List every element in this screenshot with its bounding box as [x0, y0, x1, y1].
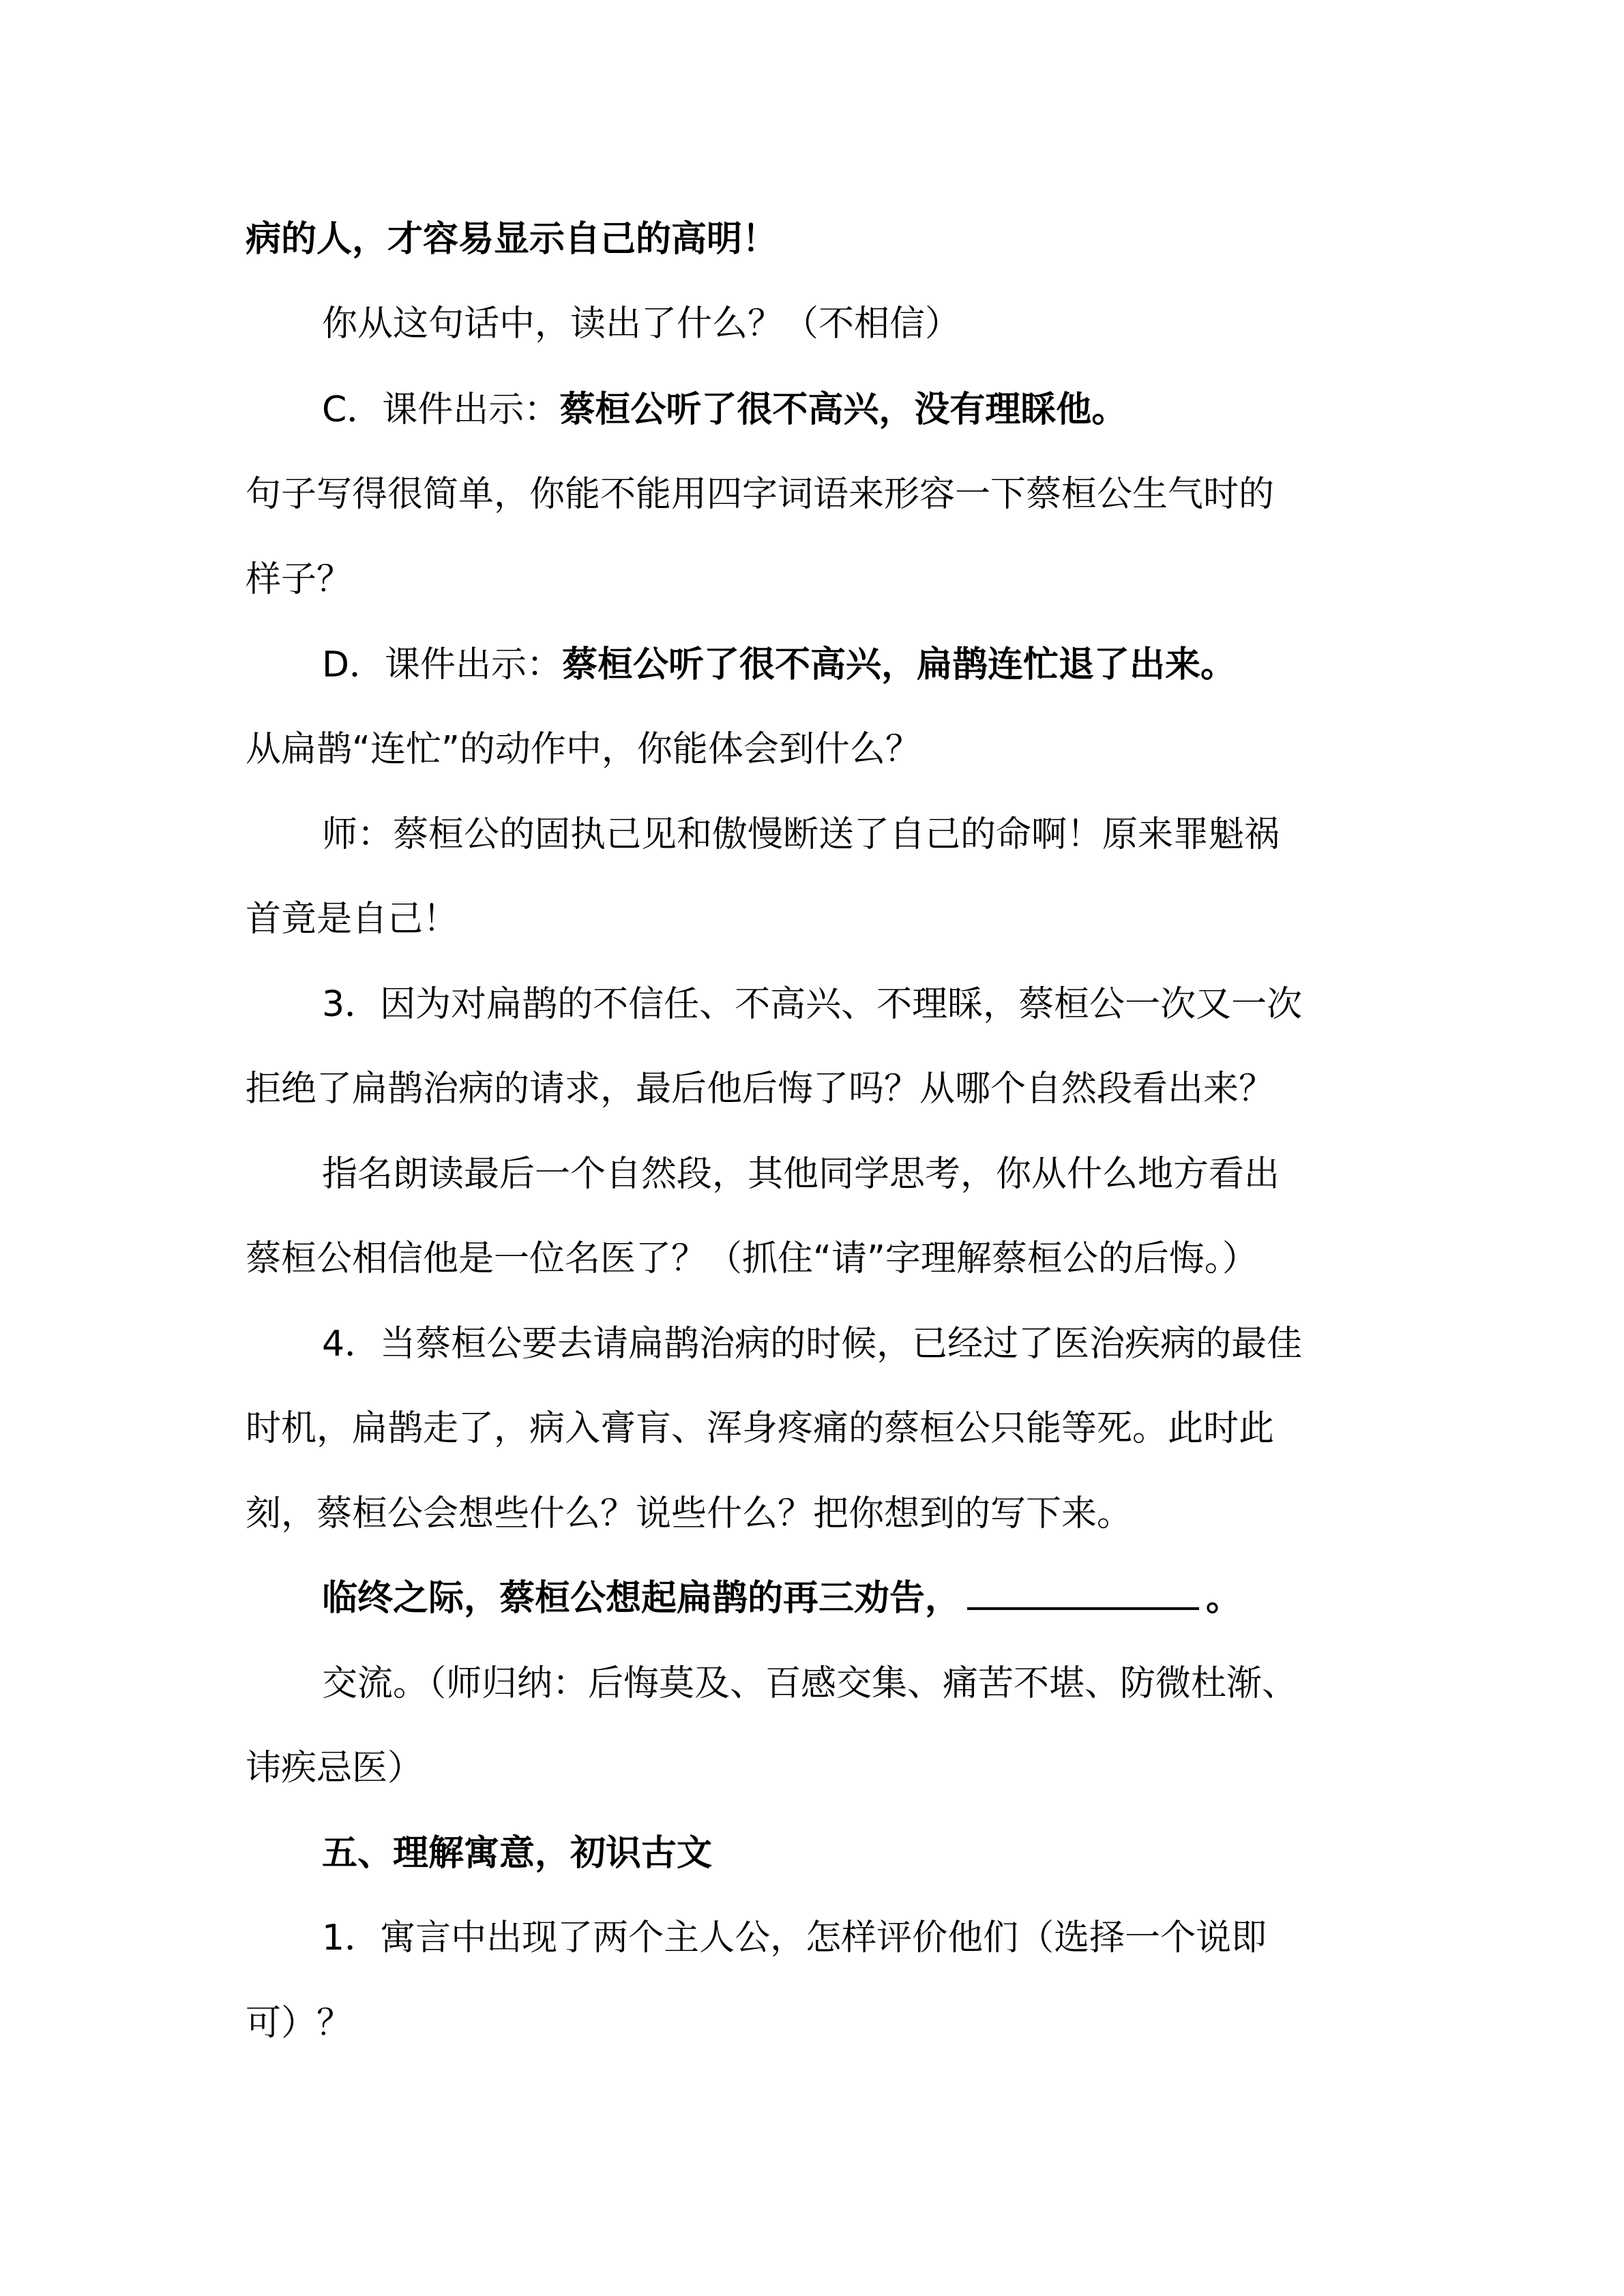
text-line-3 [322, 386, 1127, 434]
text-line-3-bold: 蔡桓公听了很不高兴，没有理睬他。 [559, 389, 1127, 430]
text-line-18: 交流。（师归纳：后悔莫及、百感交集、痛苦不堪、防微杜渐、 [322, 1663, 1298, 1704]
text-line-15: 时机，扁鹊走了，病入膏肓、浑身疼痛的蔡桓公只能等死。此时此 [246, 1408, 1275, 1449]
text-line-6-bold: 蔡桓公听了很不高兴，扁鹊连忙退了出来。 [562, 644, 1237, 685]
text-line-5: 样子？ [246, 559, 353, 600]
text-line-10: 3．因为对扁鹊的不信任、不高兴、不理睬，蔡桓公一次又一次 [322, 984, 1303, 1025]
text-line-22: 可）？ [246, 2003, 353, 2044]
text-line-9: 首竟是自己！ [246, 899, 459, 940]
text-line-2: 你从这句话中，读出了什么？（不相信） [322, 303, 961, 344]
text-line-17-bold: 临终之际，蔡桓公想起扁鹊的再三劝告， [322, 1578, 961, 1619]
text-line-11: 拒绝了扁鹊治病的请求，最后他后悔了吗？从哪个自然段看出来？ [246, 1069, 1275, 1109]
text-line-16: 刻，蔡桓公会想些什么？说些什么？把你想到的写下来。 [246, 1493, 1133, 1534]
text-line-17 [322, 1575, 1241, 1622]
text-line-17-end: 。 [1206, 1578, 1242, 1619]
text-line-8: 师：蔡桓公的固执己见和傲慢断送了自己的命啊！原来罪魁祸 [322, 814, 1280, 855]
section-heading: 五、理解寓意，初识古文 [322, 1833, 713, 1874]
text-line-19: 讳疾忌医） [246, 1748, 424, 1789]
text-line-13: 蔡桓公相信他是一位名医了？（抓住“请”字理解蔡桓公的后悔。） [246, 1238, 1258, 1279]
fill-in-blank [967, 1580, 1199, 1610]
text-line-6 [322, 641, 1236, 689]
text-line-6-prefix: D．课件出示： [322, 644, 563, 685]
text-line-1: 病的人，才容易显示自己的高明！ [246, 219, 778, 260]
text-line-7: 从扁鹊“连忙”的动作中，你能体会到什么？ [246, 729, 921, 770]
text-line-12: 指名朗读最后一个自然段，其他同学思考，你从什么地方看出 [322, 1154, 1280, 1195]
text-line-21: 1．寓言中出现了两个主人公，怎样评价他们（选择一个说即 [322, 1918, 1267, 1958]
text-line-3-prefix: C．课件出示： [322, 389, 560, 430]
text-line-4: 句子写得很简单，你能不能用四字词语来形容一下蔡桓公生气时的 [246, 474, 1275, 515]
text-line-14: 4．当蔡桓公要去请扁鹊治病的时候，已经过了医治疾病的最佳 [322, 1324, 1303, 1365]
